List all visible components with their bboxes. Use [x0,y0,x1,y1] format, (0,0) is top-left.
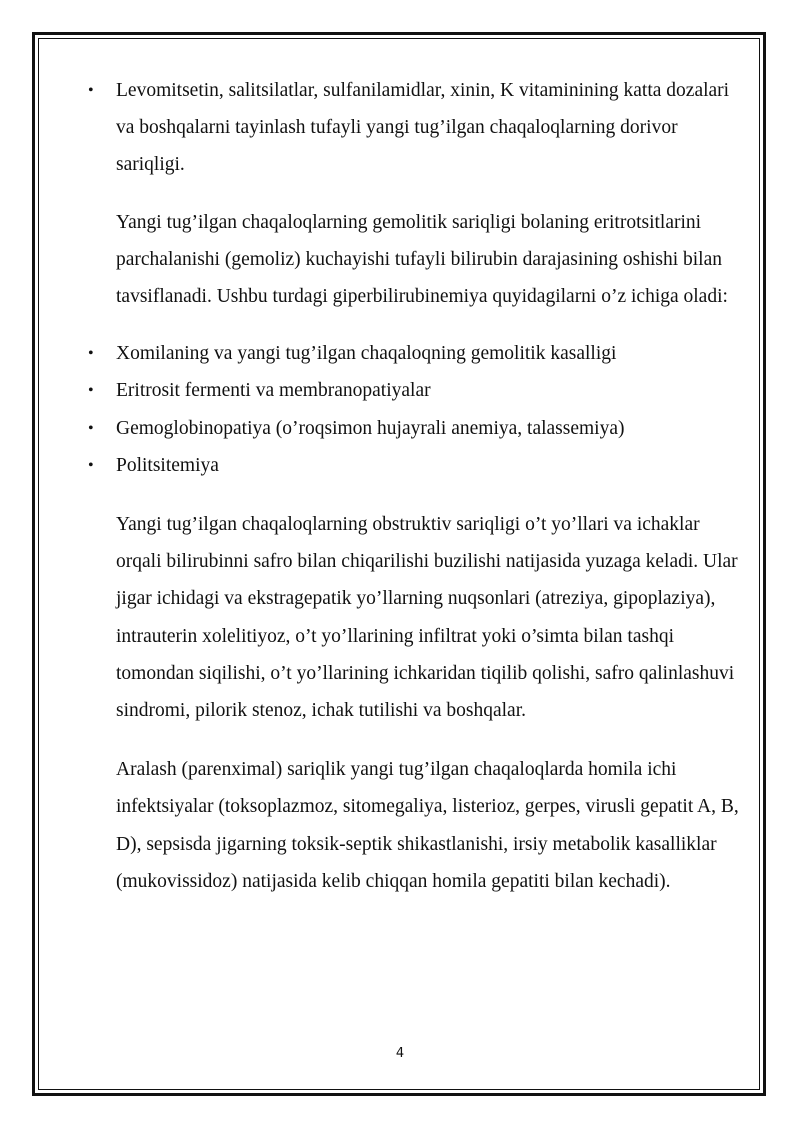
bullet-icon: • [88,345,94,363]
page-content [88,72,748,900]
list-item [88,372,748,409]
list-item-text: Gemoglobinopatiya (o’roqsimon hujayrali anemiya, talassemiya) [116,417,625,439]
paragraph-obstructive-jaundice: Yangi tug’ilgan chaqaloqlarning obstruktiv sariqligi o’t yo’llari va ichaklar orqali bilirubinni safro bilan chiqarilishi buzilishi natijasida yuzaga keladi. Ular jigar ichidagi va ekstragepatik yo’llarning nuqsonlari (atreziya, gipoplaziya), intrauterin xolelitiyoz, o’t yo’llarining infiltrat yoki o’simta bilan tashqi tomondan siqilishi, o’t yo’llarining ichkaridan tiqilib qolishi, safro qalinlashuvi sindromi, pilorik stenoz, ichak tutilishi va boshqalar. [116,514,738,722]
list-item-text: Politsitemiya [116,454,219,476]
bullet-list-2 [88,335,748,484]
bullet-list-1 [88,72,748,184]
bullet-icon: • [88,382,94,400]
list-item [88,72,748,184]
page-number: 4 [395,1046,405,1061]
list-item-text: Eritrosit fermenti va membranopatiyalar [116,380,431,402]
list-item-text: Levomitsetin, salitsilatlar, sulfanilamidlar, xinin, K vitaminining katta dozalari va boshqalarni tayinlash tufayli yangi tug’ilgan chaqaloqlarning dorivor sariqligi. [116,80,730,176]
paragraph-mixed-jaundice: Aralash (parenximal) sariqlik yangi tug’ilgan chaqaloqlarda homila ichi infektsiyalar (toksoplazmoz, sitomegaliya, listerioz, gerpes, virusli gepatit A, B, D), sepsisda jigarning toksik-septik shikastlanishi, irsiy metabolik kasalliklar (mukovissidoz) natijasida kelib chiqqan homila gepatiti bilan kechadi). [116,759,739,892]
list-item-text: Xomilaning va yangi tug’ilgan chaqaloqning gemolitik kasalligi [116,343,617,365]
list-item [88,447,748,484]
list-item [88,410,748,447]
bullet-icon: • [88,419,94,437]
bullet-icon: • [88,82,94,99]
bullet-icon: • [88,456,94,474]
list-item [88,335,748,372]
paragraph-hemolytic-jaundice: Yangi tug’ilgan chaqaloqlarning gemolitik sariqligi bolaning eritrotsitlarini parchalanishi (gemoliz) kuchayishi tufayli bilirubin darajasining oshishi bilan tavsiflanadi. Ushbu turdagi giperbilirubinemiya quyidagilarni o’z ichiga oladi: [116,211,728,308]
